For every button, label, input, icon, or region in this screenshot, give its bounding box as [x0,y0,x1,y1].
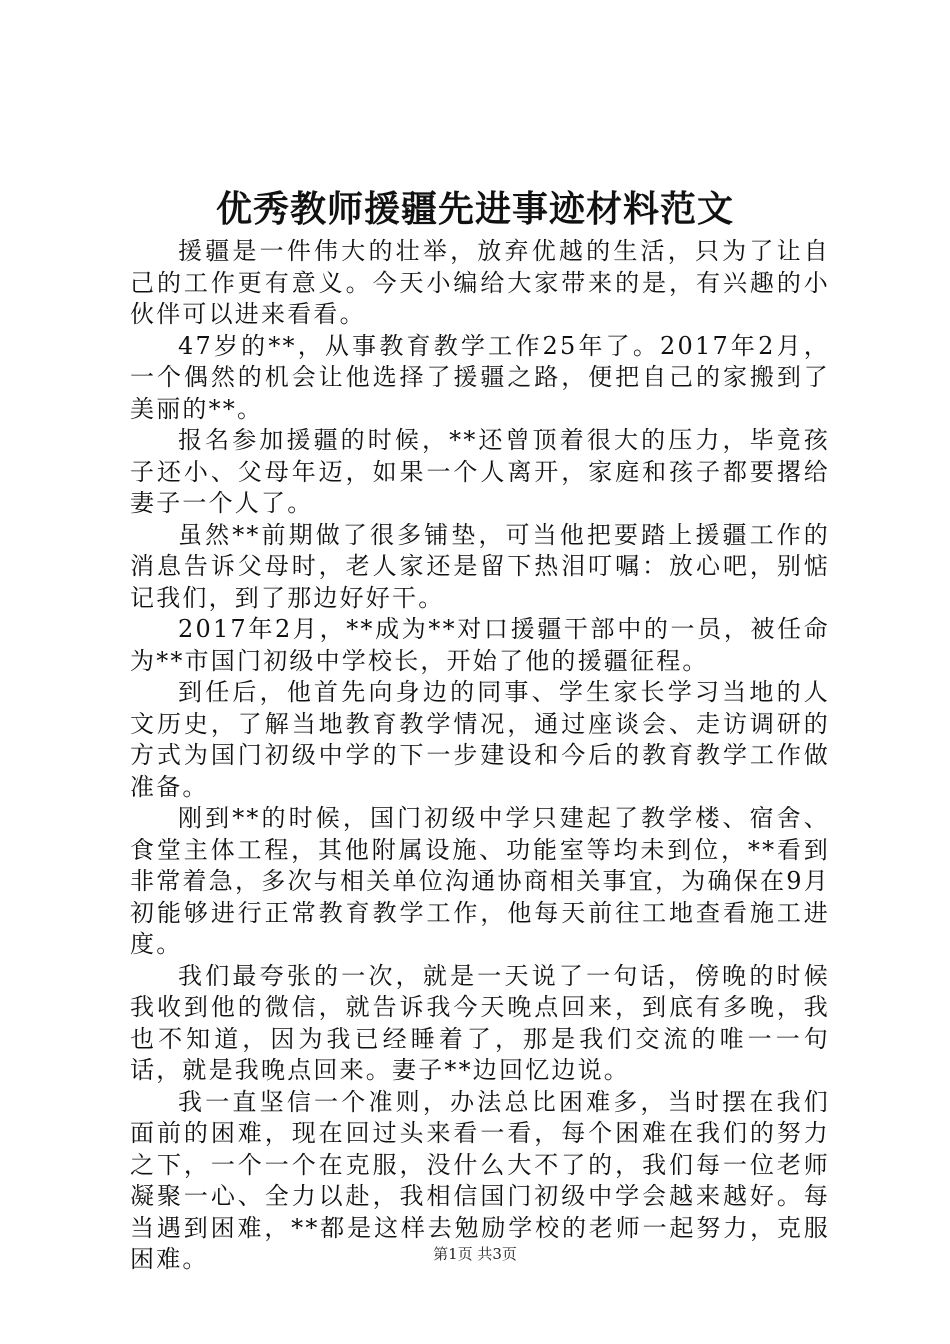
paragraph: 虽然**前期做了很多铺垫，可当他把要踏上援疆工作的消息告诉父母时，老人家还是留下热泪叮嘱：放心吧，别惦记我们，到了那边好好干。 [130,520,830,612]
document-body [130,236,830,1276]
paragraph: 我一直坚信一个准则，办法总比困难多，当时摆在我们面前的困难，现在回过头来看一看，每个困难在我们的努力之下，一个一个在克服，没什么大不了的，我们每一位老师凝聚一心、全力以赴，我相信国门初级中学会越来越好。每当遇到困难，**都是这样去勉励学校的老师一起努力，克服困难。 [130,1087,830,1273]
paragraph: 我们最夸张的一次，就是一天说了一句话，傍晚的时候我收到他的微信，就告诉我今天晚点回来，到底有多晚，我也不知道，因为我已经睡着了，那是我们交流的唯一一句话，就是我晚点回来。妻子**边回忆边说。 [130,961,830,1084]
paragraph: 到任后，他首先向身边的同事、学生家长学习当地的人文历史，了解当地教育教学情况，通过座谈会、走访调研的方式为国门初级中学的下一步建设和今后的教育教学工作做准备。 [130,678,830,801]
page-number-footer: 第1页 共3页 [433,1245,517,1263]
paragraph: 援疆是一件伟大的壮举，放弃优越的生活，只为了让自己的工作更有意义。今天小编给大家带来的是，有兴趣的小伙伴可以进来看看。 [130,237,830,328]
paragraph: 2017年2月，**成为**对口援疆干部中的一员，被任命为**市国门初级中学校长，开始了他的援疆征程。 [130,615,830,675]
paragraph: 47岁的**，从事教育教学工作25年了。2017年2月，一个偶然的机会让他选择了援疆之路，便把自己的家搬到了美丽的**。 [130,331,830,423]
paragraph: 刚到**的时候，国门初级中学只建起了教学楼、宿舍、食堂主体工程，其他附属设施、功能室等均未到位，**看到非常着急，多次与相关单位沟通协商相关事宜，为确保在9月初能够进行正常教育教学工作，他每天前往工地查看施工进度。 [130,804,830,958]
page-title: 优秀教师援疆先进事迹材料范文 [215,188,734,230]
paragraph: 报名参加援疆的时候，**还曾顶着很大的压力，毕竟孩子还小、父母年迈，如果一个人离开，家庭和孩子都要撂给妻子一个人了。 [130,426,830,517]
